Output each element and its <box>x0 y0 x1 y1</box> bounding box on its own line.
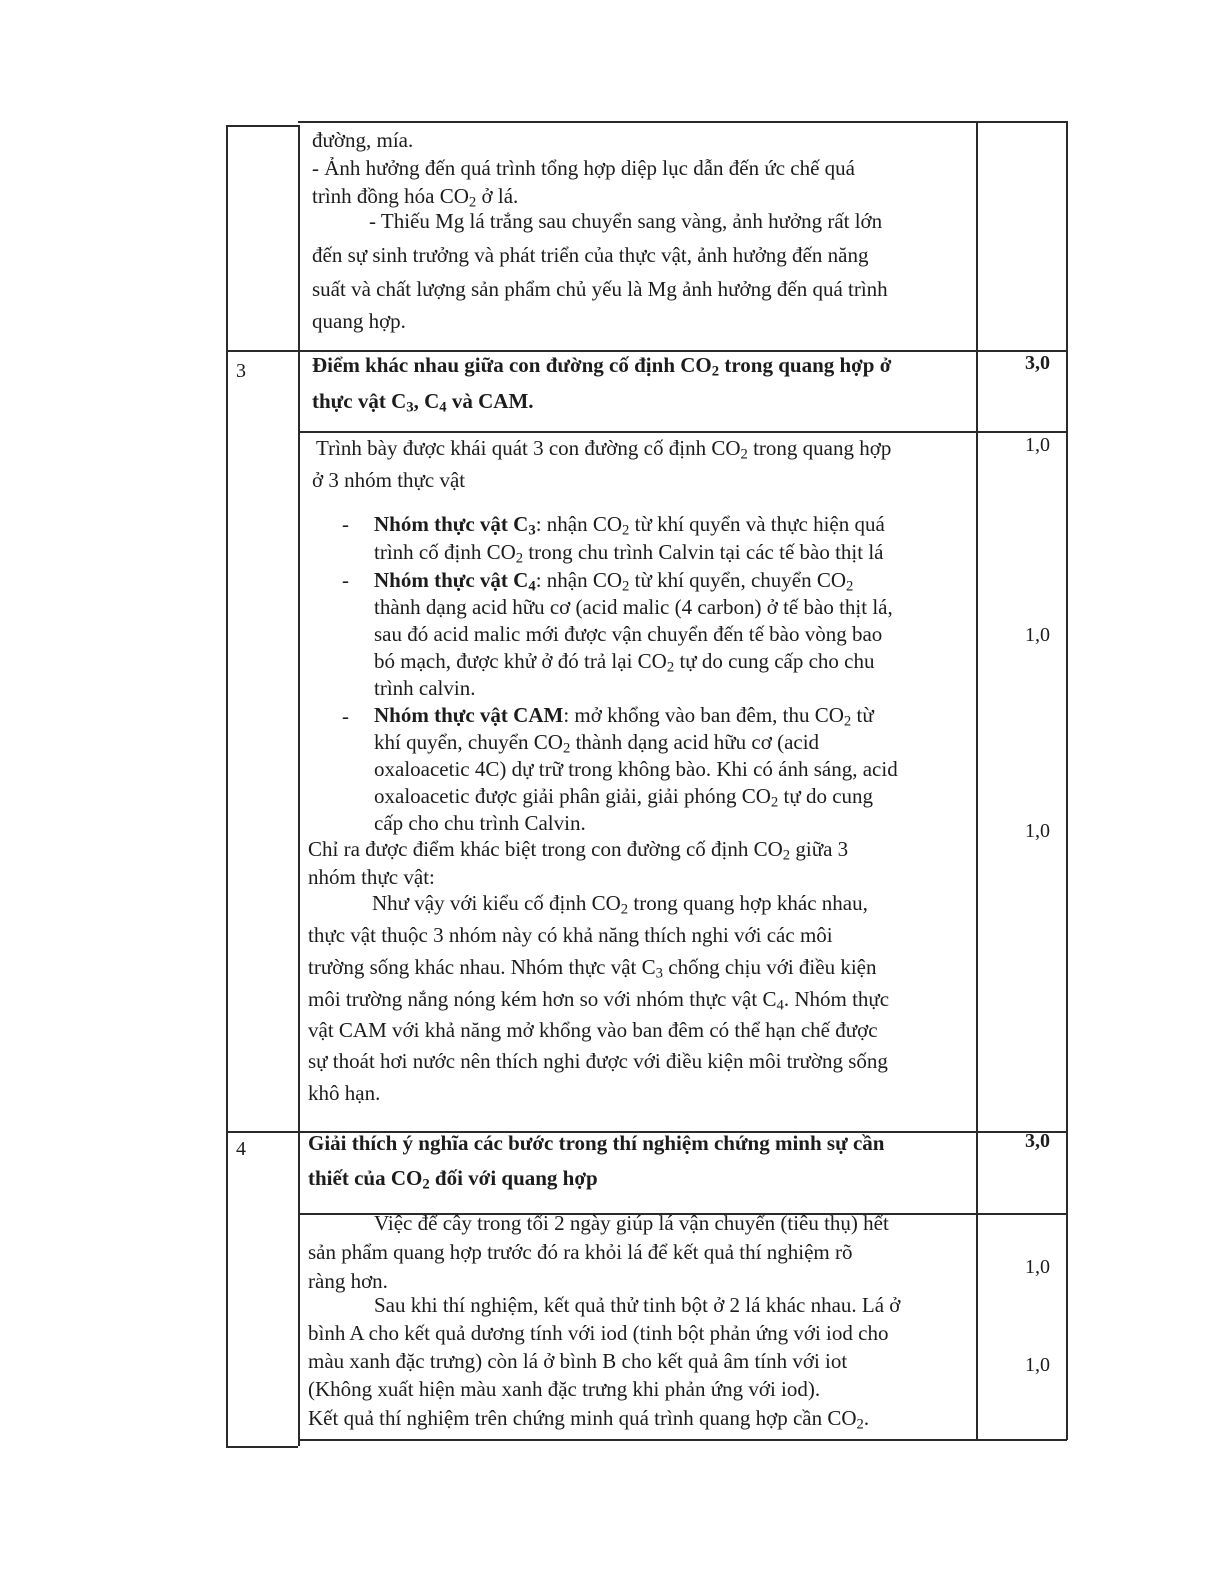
text-line: Nhóm thực vật $C_3$: nhận $CO_2$ từ khí quyển và thực hiện quá <box>374 512 885 539</box>
text-line: oxaloacetic 4C) dự trữ trong không bào. Khi có ánh sáng, acid <box>374 757 898 781</box>
question-total-score: 3,0 <box>1025 1130 1050 1152</box>
text-line: bình A cho kết quả dương tính với iod (tinh bột phản ứng với iod cho <box>308 1321 889 1345</box>
table-border-right <box>1066 121 1068 1440</box>
text-line: thực vật thuộc 3 nhóm này có khả năng thích nghi với các môi <box>308 923 833 947</box>
question-number: 3 <box>236 360 246 382</box>
table-divider-content <box>298 125 300 1446</box>
text-line: Kết quả thí nghiệm trên chứng minh quá trình quang hợp cần $CO_2$. <box>308 1406 870 1433</box>
question-heading: Giải thích ý nghĩa các bước trong thí nghiệm chứng minh sự cần <box>308 1131 885 1155</box>
text-line: quang hợp. <box>312 309 406 333</box>
sub-score: 1,0 <box>1025 820 1050 842</box>
text-line: sau đó acid malic mới được vận chuyển đến tế bào vòng bao <box>374 622 883 646</box>
text-line: Việc để cây trong tối 2 ngày giúp lá vận chuyển (tiêu thụ) hết <box>374 1211 889 1235</box>
sub-score: 1,0 <box>1025 1354 1050 1376</box>
text-line: trình cố định $CO_2$ trong chu trình Calvin tại các tế bào thịt lá <box>374 540 884 567</box>
text-line: sản phẩm quang hợp trước đó ra khỏi lá để kết quả thí nghiệm rõ <box>308 1240 853 1264</box>
bullet-marker: - <box>342 704 349 728</box>
table-top-border <box>298 121 1067 123</box>
text-line: Nhóm thực vật $C_4$: nhận $CO_2$ từ khí quyển, chuyển $CO_2$ <box>374 568 854 595</box>
text-line: trình đồng hóa $CO_2$ ở lá. <box>312 184 519 211</box>
text-line: bó mạch, được khử ở đó trả lại $CO_2$ tự do cung cấp cho chu <box>374 649 875 676</box>
text-line: cấp cho chu trình Calvin. <box>374 811 586 835</box>
table-bottom-border <box>226 1446 298 1448</box>
sub-score: 1,0 <box>1025 624 1050 646</box>
text-line: suất và chất lượng sản phẩm chủ yếu là Mg ảnh hưởng đến quá trình <box>312 277 888 301</box>
text-line: đường, mía. <box>312 128 414 152</box>
text-line: oxaloacetic được giải phân giải, giải phóng $CO_2$ tự do cung <box>374 784 874 811</box>
bullet-marker: - <box>342 512 349 536</box>
question-heading: thiết của $CO_2$ đối với quang hợp <box>308 1166 598 1193</box>
text-line: - Ảnh hưởng đến quá trình tổng hợp diệp lục dẫn đến ức chế quá <box>312 156 856 180</box>
bullet-marker: - <box>342 568 349 592</box>
text-line: môi trường nắng nóng kém hơn so với nhóm thực vật $C_4$. Nhóm thực <box>308 987 890 1014</box>
text-line: - Thiếu Mg lá trắng sau chuyển sang vàng, ảnh hưởng rất lớn <box>369 209 883 233</box>
question-total-score: 3,0 <box>1025 352 1050 374</box>
text-line: Chỉ ra được điểm khác biệt trong con đường cố định $CO_2$ giữa 3 <box>308 837 849 864</box>
question-heading: thực vật $C_3$, $C_4$ và CAM. <box>312 389 534 416</box>
text-line: đến sự sinh trưởng và phát triển của thực vật, ảnh hưởng đến năng <box>312 243 869 267</box>
text-line: ràng hơn. <box>308 1269 388 1293</box>
text-line: màu xanh đặc trưng) còn lá ở bình B cho kết quả âm tính với iot <box>308 1349 848 1373</box>
sub-score: 1,0 <box>1025 434 1050 456</box>
table-border-left <box>226 125 228 1446</box>
table-top-border <box>226 125 298 127</box>
text-line: sự thoát hơi nước nên thích nghi được với điều kiện môi trường sống <box>308 1049 888 1073</box>
question-heading: Điểm khác nhau giữa con đường cố định $CO_2$ trong quang hợp ở <box>312 353 892 380</box>
text-line: Sau khi thí nghiệm, kết quả thử tinh bột ở 2 lá khác nhau. Lá ở <box>374 1293 901 1317</box>
text-line: nhóm thực vật: <box>308 865 435 889</box>
table-divider-score <box>976 121 978 1440</box>
table-bottom-border <box>298 1439 1067 1441</box>
text-line: vật CAM với khả năng mở khổng vào ban đêm có thể hạn chế được <box>308 1018 878 1042</box>
question-number: 4 <box>236 1138 246 1160</box>
text-line: trường sống khác nhau. Nhóm thực vật $C_3$ chống chịu với điều kiện <box>308 955 877 982</box>
sub-score: 1,0 <box>1025 1256 1050 1278</box>
text-line: ở 3 nhóm thực vật <box>312 468 466 492</box>
text-line: khô hạn. <box>308 1081 381 1105</box>
text-line: Trình bày được khái quát 3 con đường cố định $CO_2$ trong quang hợp <box>316 436 892 463</box>
text-line: Như vậy với kiểu cố định $CO_2$ trong quang hợp khác nhau, <box>372 891 868 918</box>
text-line: trình calvin. <box>374 676 476 700</box>
text-line: Nhóm thực vật CAM: mở khổng vào ban đêm, thu $CO_2$ từ <box>374 703 874 730</box>
text-line: thành dạng acid hữu cơ (acid malic (4 carbon) ở tế bào thịt lá, <box>374 595 893 619</box>
text-line: khí quyển, chuyển $CO_2$ thành dạng acid hữu cơ (acid <box>374 730 820 757</box>
text-line: (Không xuất hiện màu xanh đặc trưng khi phản ứng với iod). <box>308 1377 821 1401</box>
